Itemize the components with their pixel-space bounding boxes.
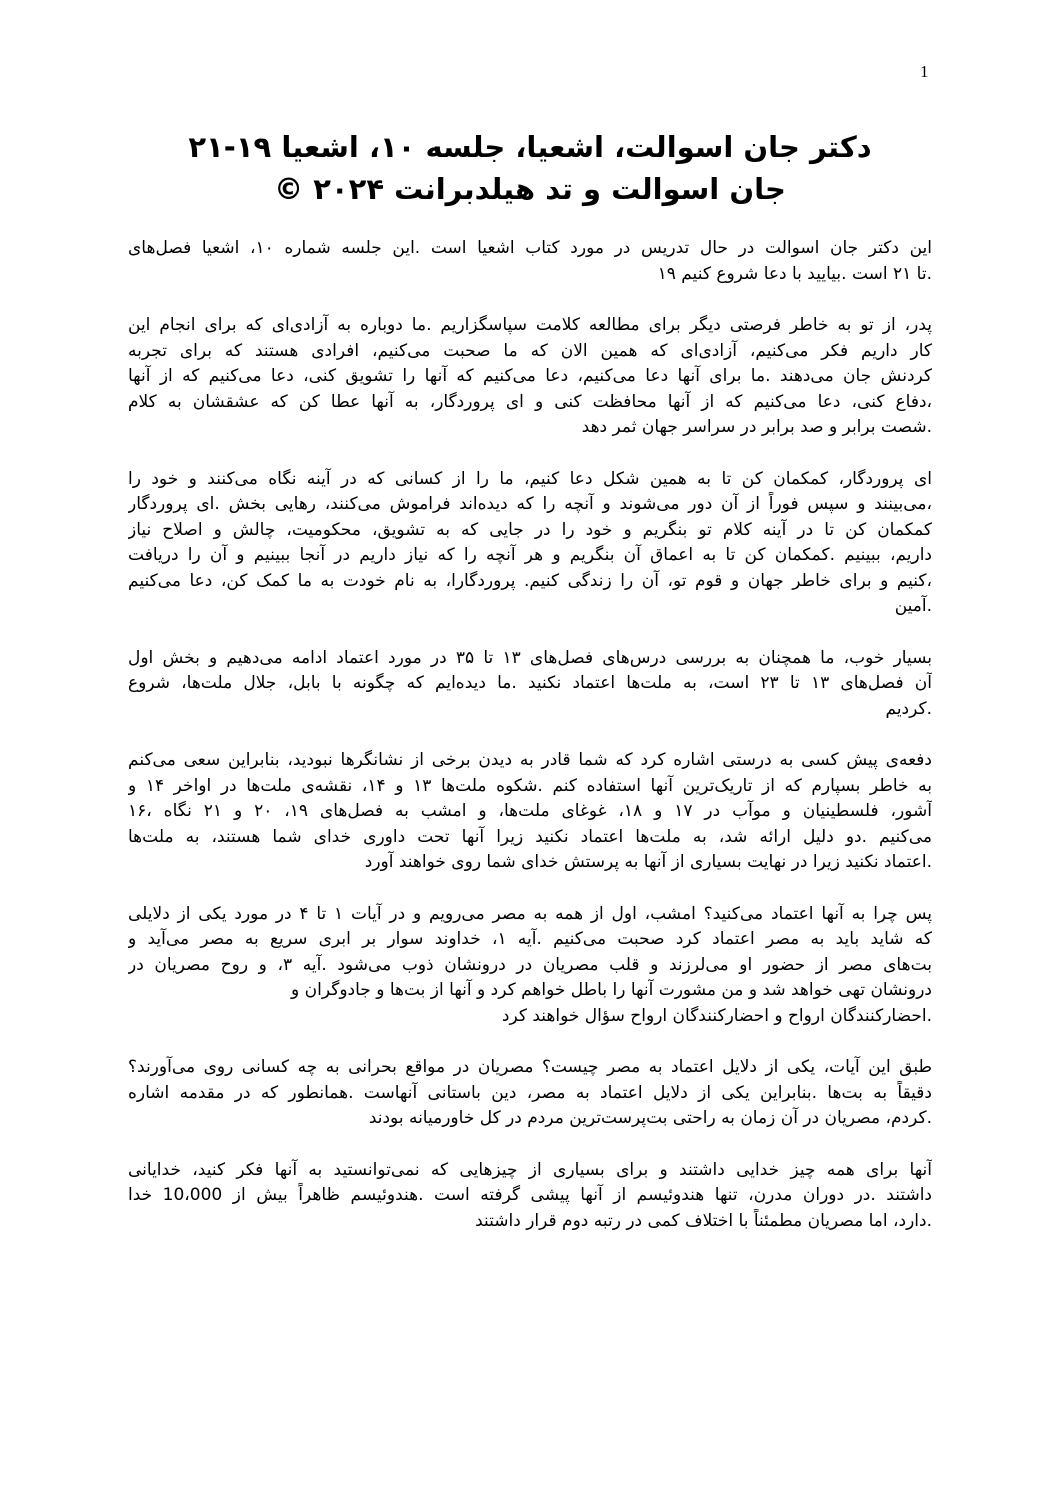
paragraph-prayer-continued — [128, 467, 932, 620]
text-line: کردنش جان می‌دهند .ما برای آنها دعا می‌کنیم، دعا می‌کنیم که آنها را تشویق کنی، دعا می‌کنیم که از آنها — [128, 366, 932, 386]
paragraph-egypt-religion — [128, 1055, 932, 1132]
paragraph-prayer — [128, 313, 932, 441]
text-line: دفعه‌ی پیش کسی به درستی اشاره کرد که شما قادر به دیدن برخی از نشانگرها نبودید، بنابراین سعی می‌کنم — [128, 750, 932, 770]
text-line: درونشان تهی خواهد شد و من مشورت آنها را باطل خواهم کرد و آنها از بت‌ها و جادوگران و — [291, 980, 932, 1000]
text-line: داریم، ببینیم .کمکمان کن تا به اعماق آن بنگریم و هر آنچه را که نیاز داریم در آنجا ببینیم و آن را دریافت — [128, 545, 932, 565]
text-line: .دارد، اما مصریان مطمئناً با اختلاف کمی در رتبه دوم قرار داشتند — [475, 1210, 932, 1231]
text-line: .شصت برابر و صد برابر در سراسر جهان ثمر دهد — [581, 417, 932, 437]
text-line: دقیقاً به بت‌ها .بنابراین یکی از دلایل اعتماد به مصر، دین باستانی آنهاست .همانطور که در مقدمه اشاره — [128, 1082, 932, 1103]
text-line: کمکمان کن تا در آینه کلام تو بنگریم و خود را در جایی که به تشویق، محکومیت، چالش و اصلاح نیاز — [128, 519, 932, 540]
text-line: ای پروردگار، کمکمان کن تا به همین شکل دعا کنیم، ما را از کسانی که در آینه نگاه می‌کنند و خود را — [128, 468, 932, 489]
document-body — [128, 236, 932, 1260]
text-line: که شاید باید به مصر اعتماد کرد صحبت می‌کنیم .آیه ۱، خداوند سوار بر ابری سریع به مصر می‌آید و — [128, 929, 932, 949]
text-line: .کردم، مصریان در آن زمان به راحتی بت‌پرست‌ترین مردم در کل خاورمیانه بودند — [368, 1108, 932, 1128]
document-title — [130, 126, 930, 210]
page-number: 1 — [920, 62, 929, 81]
text-line: طبق این آیات، یکی از دلایل اعتماد به مصر چیست؟ مصریان در مواقع بحرانی به چه کسانی روی می‌آورند؟ — [128, 1057, 932, 1077]
text-line: کار داریم فکر می‌کنیم، آزادی‌ای که همین الان که ما صحبت می‌کنیم، افرادی هستند که برای تجربه — [128, 340, 932, 361]
text-line: .اعتماد نکنید زیرا در نهایت بسیاری از آنها به پرستش خدای شما روی خواهند آورد — [364, 852, 932, 872]
text-line: آن فصل‌های ۱۳ تا ۲۳ است، به ملت‌ها اعتماد نکنید .ما دیده‌ایم که چگونه با بابل، جلال ملت‌ها، شروع — [128, 673, 932, 693]
text-line: ،کنیم و برای خاطر جهان و قوم تو، آن را زندگی کنیم. پروردگارا، به نام خودت به ما کمک کن، دعا می‌کنیم — [128, 570, 932, 591]
text-line: پس چرا به آنها اعتماد می‌کنید؟ امشب، اول از همه به مصر می‌رویم و در آیات ۱ تا ۴ در مورد یکی از دلایلی — [128, 903, 932, 924]
text-line: می‌کنیم .دو دلیل ارائه شد، به ملت‌ها اعتماد نکنید زیرا آنها تحت داوری خدای شما هستند، به ملت‌ها — [128, 826, 932, 847]
text-line: آشور، فلسطینیان و موآب در ۱۷ و ۱۸، غوغای ملت‌ها، و امشب به فصل‌های ۱۹، ۲۰ و ۲۱ نگاه ،۱۶ — [128, 801, 932, 821]
paragraph-gods — [128, 1158, 932, 1235]
title-line-1: دکتر جان اسوالت، اشعیا، جلسه ۱۰، اشعیا ۱۹-۲۱ — [188, 130, 872, 164]
text-line: .احضارکنندگان ارواح و احضارکنندگان ارواح سؤال خواهند کرد — [501, 1005, 932, 1026]
text-line: .تا ۲۱ است .بیایید با دعا شروع کنیم ۱۹ — [657, 263, 932, 284]
paragraph-markers — [128, 748, 932, 876]
text-line: ،می‌بینند و سپس فوراً از آن دور می‌شوند و آنچه را که دیده‌اند فراموش می‌کنند، رهایی بخش .ای پروردگار — [128, 494, 932, 514]
text-line: .کردیم — [885, 698, 932, 719]
text-line: بت‌های مصر از حضور او می‌لرزند و قلب مصریان در درونشان ذوب می‌شود .آیه ۳، و روح مصریان در — [128, 954, 932, 975]
text-line: .آمین — [894, 596, 932, 616]
title-line-2: جان اسوالت و تد هیلدبرانت ۲۰۲۴ © — [274, 172, 786, 206]
text-line: ،دفاع کنی، دعا می‌کنیم که از آنها محافظت کنی و ای پروردگار، به آنها عطا کن که عشقشان به کلام — [128, 391, 932, 412]
text-line: پدر، از تو به خاطر فرصتی دیگر برای مطالعه کلامت سپاسگزاریم .ما دوباره به آزادی‌ای که برای انجام این — [128, 315, 932, 335]
text-line: داشتند .در دوران مدرن، تنها هندوئیسم از آنها پیشی گرفته است .هندوئیسم ظاهراً بیش از 10،000 خدا — [128, 1185, 932, 1205]
text-line: به خاطر بسپارم که از تاریک‌ترین آنها استفاده کنم .شکوه ملت‌ها ۱۳ و ۱۴، نقشه‌ی ملت‌ها در اواخر ۱۴ و — [128, 775, 932, 796]
paragraph-review — [128, 646, 932, 723]
paragraph-intro — [128, 236, 932, 287]
text-line: آنها برای همه چیز خدایی داشتند و برای بسیاری از چیزهایی که نمی‌توانستید به آنها فکر کنید، خدایانی — [128, 1159, 932, 1180]
text-line: بسیار خوب، ما همچنان به بررسی درس‌های فصل‌های ۱۳ تا ۳۵ در مورد اعتماد ادامه می‌دهیم و بخش اول — [128, 647, 932, 668]
text-line: این دکتر جان اسوالت در حال تدریس در مورد کتاب اشعیا است .این جلسه شماره ۱۰، اشعیا فصل‌های — [128, 238, 932, 258]
paragraph-egypt-verses — [128, 902, 932, 1030]
